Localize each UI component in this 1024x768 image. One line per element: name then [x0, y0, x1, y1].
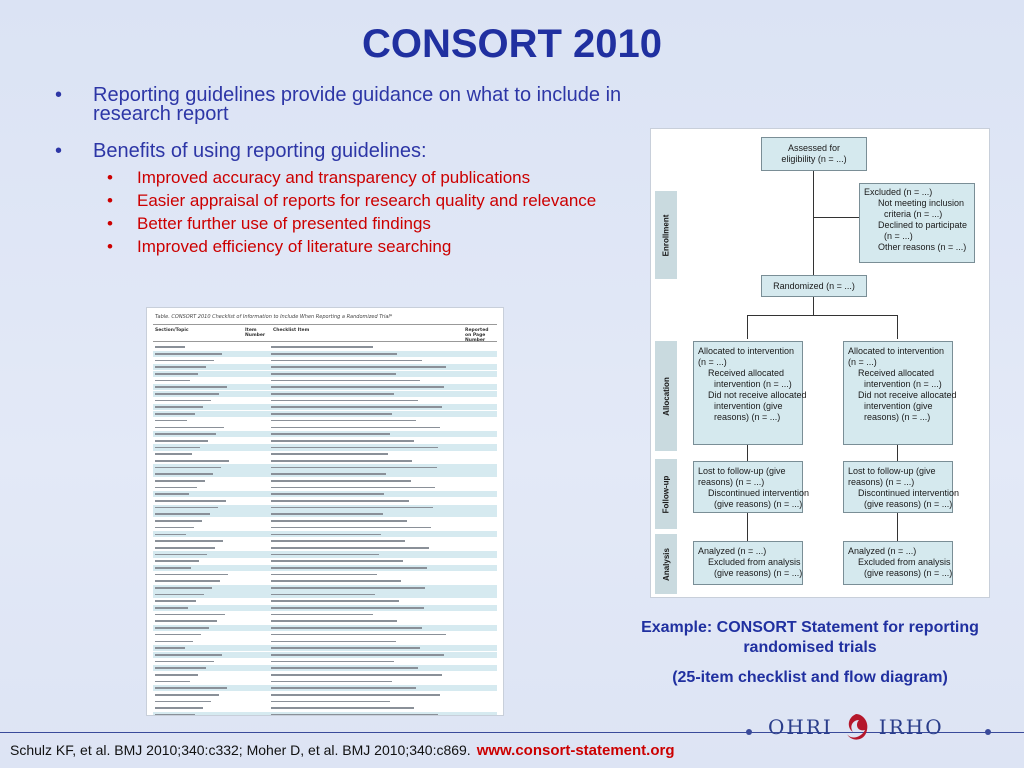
footer-citation [10, 742, 675, 759]
checklist-header-section: Section/Topic [155, 328, 189, 333]
checklist-row [153, 692, 497, 698]
checklist-row [153, 525, 497, 531]
checklist-row [153, 551, 497, 557]
checklist-row [153, 411, 497, 417]
flow-connector [747, 315, 748, 339]
checklist-row [153, 585, 497, 591]
flow-connector [813, 297, 814, 315]
checklist-row [153, 685, 497, 691]
phase-label-followup: Follow-up [655, 459, 677, 529]
checklist-row [153, 678, 497, 684]
checklist-row [153, 672, 497, 678]
checklist-title: Table. CONSORT 2010 Checklist of Information to Include When Reporting a Randomized Trial* [155, 314, 393, 320]
checklist-row [153, 625, 497, 631]
checklist-row [153, 464, 497, 470]
checklist-row [153, 645, 497, 651]
checklist-row [153, 618, 497, 624]
checklist-row [153, 665, 497, 671]
checklist-row [153, 591, 497, 597]
flow-connector [897, 513, 898, 541]
checklist-row [153, 438, 497, 444]
phase-label-analysis: Analysis [655, 534, 677, 594]
flow-box-analysis-left: Analyzed (n = ...) Excluded from analysis (give reasons) (n = ...) [693, 541, 803, 585]
checklist-row [153, 518, 497, 524]
checklist-row [153, 605, 497, 611]
flow-connector [747, 513, 748, 541]
checklist-row [153, 458, 497, 464]
checklist-rows [153, 344, 497, 716]
checklist-row [153, 612, 497, 618]
checklist-header-page: Reported on Page Number [465, 328, 489, 343]
sub-bullet-list [55, 169, 695, 255]
checklist-row [153, 404, 497, 410]
checklist-image [146, 307, 504, 716]
checklist-row [153, 698, 497, 704]
checklist-row [153, 418, 497, 424]
checklist-header [153, 324, 497, 342]
bullet-item: • Reporting guidelines provide guidance on what to include in research report [55, 86, 695, 124]
checklist-row [153, 384, 497, 390]
footer-dot [746, 729, 752, 735]
flow-diagram-image [650, 128, 990, 598]
checklist-row [153, 638, 497, 644]
ohri-emblem-icon [839, 710, 873, 744]
caption-line-2: (25-item checklist and flow diagram) [672, 669, 948, 686]
checklist-row [153, 545, 497, 551]
logo-text-right: IRHO [878, 715, 944, 739]
slide-title: CONSORT 2010 [361, 22, 663, 66]
sub-bullet-item: • Improved efficiency of literature searching [107, 238, 695, 255]
checklist-row [153, 357, 497, 363]
citation-text: Schulz KF, et al. BMJ 2010;340:c332; Moher D, et al. BMJ 2010;340:c869. [10, 742, 471, 758]
checklist-row [153, 478, 497, 484]
checklist-row [153, 712, 497, 716]
logo-text-left: OHRI [768, 715, 833, 739]
checklist-row [153, 351, 497, 357]
checklist-row [153, 565, 497, 571]
checklist-row [153, 558, 497, 564]
consort-link[interactable]: www.consort-statement.org [476, 742, 675, 759]
checklist-row [153, 377, 497, 383]
bullet-list [55, 86, 695, 261]
footer-dot [985, 729, 991, 735]
checklist-row [153, 538, 497, 544]
checklist-row [153, 598, 497, 604]
flow-box-analysis-right: Analyzed (n = ...) Excluded from analysis (give reasons) (n = ...) [843, 541, 953, 585]
checklist-row [153, 364, 497, 370]
checklist-row [153, 505, 497, 511]
bullet-item: • Benefits of using reporting guidelines: [55, 142, 695, 161]
figure-caption [630, 618, 990, 688]
flow-connector [813, 217, 859, 218]
checklist-row [153, 658, 497, 664]
sub-bullet-item: • Easier appraisal of reports for research quality and relevance [107, 192, 695, 209]
flow-box-followup-right: Lost to follow-up (give reasons) (n = ...) Discontinued intervention (give reasons) (n = ...) [843, 461, 953, 513]
flow-connector [747, 315, 897, 316]
checklist-row [153, 511, 497, 517]
checklist-row [153, 391, 497, 397]
checklist-row [153, 424, 497, 430]
flow-box-excluded: Excluded (n = ...) Not meeting inclusion criteria (n = ...) Declined to participate (n = ...) Other reasons (n = ...) [859, 183, 975, 263]
checklist-header-checklist: Checklist Item [273, 328, 310, 333]
flow-box-followup-left: Lost to follow-up (give reasons) (n = ...) Discontinued intervention (give reasons) (n = ...) [693, 461, 803, 513]
checklist-row [153, 444, 497, 450]
phase-label-allocation: Allocation [655, 341, 677, 451]
checklist-row [153, 491, 497, 497]
flow-connector [813, 171, 814, 275]
flow-box-randomized: Randomized (n = ...) [761, 275, 867, 297]
ohri-logo [768, 710, 944, 744]
phase-label-enrollment: Enrollment [655, 191, 677, 279]
checklist-row [153, 632, 497, 638]
checklist-row [153, 371, 497, 377]
checklist-row [153, 484, 497, 490]
checklist-row [153, 571, 497, 577]
caption-line-1: Example: CONSORT Statement for reporting randomised trials [641, 619, 979, 656]
flow-connector [747, 445, 748, 461]
checklist-row [153, 471, 497, 477]
flow-box-assessed: Assessed for eligibility (n = ...) [761, 137, 867, 171]
checklist-row [153, 344, 497, 350]
checklist-row [153, 705, 497, 711]
sub-bullet-item: • Improved accuracy and transparency of publications [107, 169, 695, 186]
checklist-row [153, 451, 497, 457]
flow-box-allocated-left: Allocated to intervention (n = ...) Received allocated intervention (n = ...) Did not receive allocated intervention (give reasons) (n = ...) [693, 341, 803, 445]
flow-box-allocated-right: Allocated to intervention (n = ...) Received allocated intervention (n = ...) Did not receive allocated intervention (give reasons) (n = ...) [843, 341, 953, 445]
checklist-header-item: Item Number [245, 328, 266, 338]
flow-connector [897, 315, 898, 339]
checklist-row [153, 431, 497, 437]
checklist-row [153, 398, 497, 404]
sub-bullet-item: • Better further use of presented findings [107, 215, 695, 232]
checklist-row [153, 652, 497, 658]
checklist-row [153, 498, 497, 504]
checklist-row [153, 531, 497, 537]
flow-connector [897, 445, 898, 461]
checklist-row [153, 578, 497, 584]
